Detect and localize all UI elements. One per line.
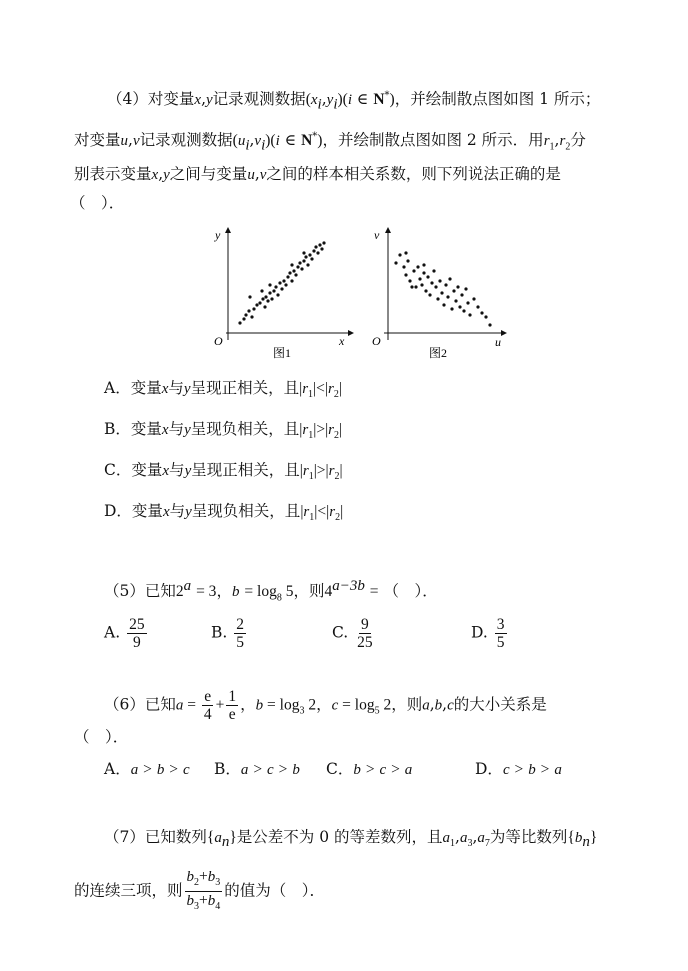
scatter-point xyxy=(462,309,465,312)
scatter-point xyxy=(280,287,283,290)
scatter-point xyxy=(282,279,285,282)
scatter-point xyxy=(278,281,281,284)
scatter-point xyxy=(294,273,297,276)
scatter-point xyxy=(310,257,313,260)
fig2-origin: O xyxy=(372,334,381,348)
fig1-points xyxy=(238,241,325,324)
scatter-point xyxy=(255,303,258,306)
q7-stem: （7）已知数列$\{a_n\}$是公差不为 0 的等差数列，且$a_1,a_3,a_7$为等比数列$\{b_n\}$ xyxy=(104,828,598,851)
scatter-point xyxy=(416,265,419,268)
scatter-point xyxy=(247,309,250,312)
scatter-point xyxy=(284,283,287,286)
scatter-point xyxy=(404,251,407,254)
scatter-point xyxy=(410,285,413,288)
q6-stem-end: （ ）． xyxy=(74,728,129,746)
fig1-xlabel: x xyxy=(339,334,345,348)
scatter-point xyxy=(452,289,455,292)
q6-option-a[interactable]: A．a > b > c xyxy=(104,760,190,778)
fig2-points xyxy=(394,251,491,326)
scatter-point xyxy=(252,307,255,310)
scatter-point xyxy=(320,247,323,250)
fig1-origin: O xyxy=(214,334,223,348)
scatter-point xyxy=(432,269,435,272)
scatter-point xyxy=(422,271,425,274)
scatter-point xyxy=(440,291,443,294)
scatter-point xyxy=(296,265,299,268)
scatter-point xyxy=(460,293,463,296)
scatter-point xyxy=(426,275,429,278)
q4-option-c[interactable]: C．变量x与y呈现正相关，且$|r_1|>|r_2|$ xyxy=(104,461,343,483)
q4-option-b[interactable]: B．变量x与y呈现负相关，且$|r_1|>|r_2|$ xyxy=(104,420,343,442)
q4-line3: 别表示变量x,y之间与变量u,v之间的样本相关系数，则下列说法正确的是 xyxy=(74,165,561,183)
q4-line2: 对变量u,v记录观测数据$(u_i,v_i)(i$ ∈ N*)，并绘制散点图如图 2 所示．用$r_1,r_2$分 xyxy=(74,131,586,154)
scatter-point xyxy=(290,279,293,282)
scatter-point xyxy=(466,301,469,304)
scatter-point xyxy=(266,299,269,302)
scatter-point xyxy=(318,243,321,246)
scatter-point xyxy=(286,275,289,278)
scatter-point xyxy=(263,305,266,308)
scatter-point xyxy=(244,313,247,316)
scatter-point xyxy=(270,297,273,300)
q5-stem: （5）已知2$^a$ = 3，$b = \log_8 5$，则$4^{a-3b}$ = （ ）． xyxy=(104,578,438,604)
scatter-point xyxy=(314,245,317,248)
scatter-point xyxy=(488,323,491,326)
scatter-point xyxy=(422,263,425,266)
scatter-point xyxy=(290,263,293,266)
scatter-point xyxy=(261,297,264,300)
scatter-point xyxy=(450,307,453,310)
scatter-point xyxy=(288,271,291,274)
scatter-point xyxy=(412,269,415,272)
scatter-point xyxy=(464,287,467,290)
scatter-point xyxy=(484,315,487,318)
q4-option-d[interactable]: D．变量x与y呈现负相关，且$|r_1|<|r_2|$ xyxy=(104,502,344,524)
scatter-point xyxy=(454,299,457,302)
scatter-point xyxy=(446,295,449,298)
scatter-point xyxy=(238,321,241,324)
scatter-point xyxy=(436,297,439,300)
scatter-point xyxy=(420,283,423,286)
scatter-point xyxy=(258,301,261,304)
fig1-caption: 图1 xyxy=(273,346,292,360)
q5-option-d[interactable]: D. $\frac{3}{5}$ xyxy=(471,616,505,651)
scatter-point xyxy=(424,289,427,292)
scatter-point xyxy=(480,311,483,314)
scatter-point xyxy=(402,265,405,268)
scatter-point xyxy=(458,305,461,308)
scatter-point xyxy=(248,295,251,298)
scatter-point xyxy=(404,273,407,276)
scatter-point xyxy=(456,285,459,288)
q5-option-b[interactable]: B. $\frac{2}{5}$ xyxy=(211,616,245,651)
scatter-point xyxy=(264,295,267,298)
scatter-point xyxy=(242,317,245,320)
scatter-point xyxy=(302,259,305,262)
scatter-point xyxy=(260,289,263,292)
q5-option-a[interactable]: A. $\frac{25}{9}$ xyxy=(104,616,145,651)
fig2-caption: 图2 xyxy=(429,346,448,360)
fig2-xlabel: u xyxy=(495,335,501,349)
scatter-point xyxy=(406,259,409,262)
q4-line4: （ ）． xyxy=(70,194,125,212)
scatter-point xyxy=(418,277,421,280)
scatter-point xyxy=(316,251,319,254)
scatter-point xyxy=(408,279,411,282)
scatter-point xyxy=(308,253,311,256)
q6-stem: （6）已知a = $\frac{e}{4}$ + $\frac{1}{e}$ ，$b = \log_3 2$，$c = \log_5 2$，则a,b,c的大小关系是 xyxy=(104,688,547,723)
scatter-point xyxy=(276,293,279,296)
q6-option-c[interactable]: C．b > c > a xyxy=(326,760,413,778)
scatter-point xyxy=(414,285,417,288)
q5-option-c[interactable]: C. $\frac{9}{25}$ xyxy=(332,616,373,651)
scatter-point xyxy=(442,303,445,306)
q4-number: （4） xyxy=(107,90,148,109)
scatter-point xyxy=(430,281,433,284)
scatter-figure-1 xyxy=(208,225,358,365)
scatter-point xyxy=(250,315,253,318)
scatter-point xyxy=(304,255,307,258)
scatter-point xyxy=(468,313,471,316)
scatter-point xyxy=(302,251,305,254)
scatter-point xyxy=(434,285,437,288)
fig1-ylabel: y xyxy=(215,228,221,242)
fig2-ylabel: v xyxy=(374,228,380,242)
q7-stem-2: 的连续三项，则 $\frac{b_2+b_3}{b_3+b_4}$ 的值为（ ）． xyxy=(74,868,326,913)
scatter-point xyxy=(428,293,431,296)
scatter-point xyxy=(322,241,325,244)
q4-line1: （4）对变量x,y记录观测数据$(x_i,y_i)(i$ ∈ N*)，并绘制散点图如图 1 所示； xyxy=(107,90,601,113)
scatter-point xyxy=(298,261,301,264)
scatter-point xyxy=(472,297,475,300)
scatter-point xyxy=(274,285,277,288)
scatter-point xyxy=(312,249,315,252)
scatter-point xyxy=(394,261,397,264)
scatter-point xyxy=(268,291,271,294)
scatter-point xyxy=(300,267,303,270)
scatter-point xyxy=(448,277,451,280)
q6-option-b[interactable]: B．a > c > b xyxy=(214,760,300,778)
scatter-point xyxy=(306,263,309,266)
scatter-point xyxy=(268,283,271,286)
scatter-figure-2 xyxy=(366,225,516,365)
scatter-point xyxy=(292,269,295,272)
scatter-point xyxy=(438,279,441,282)
q4-option-a[interactable]: A．变量x与y呈现正相关，且$|r_1|<|r_2|$ xyxy=(104,379,342,401)
scatter-point xyxy=(272,289,275,292)
scatter-point xyxy=(476,305,479,308)
scatter-point xyxy=(444,283,447,286)
scatter-point xyxy=(398,253,401,256)
q6-option-d[interactable]: D．c > b > a xyxy=(475,760,562,778)
